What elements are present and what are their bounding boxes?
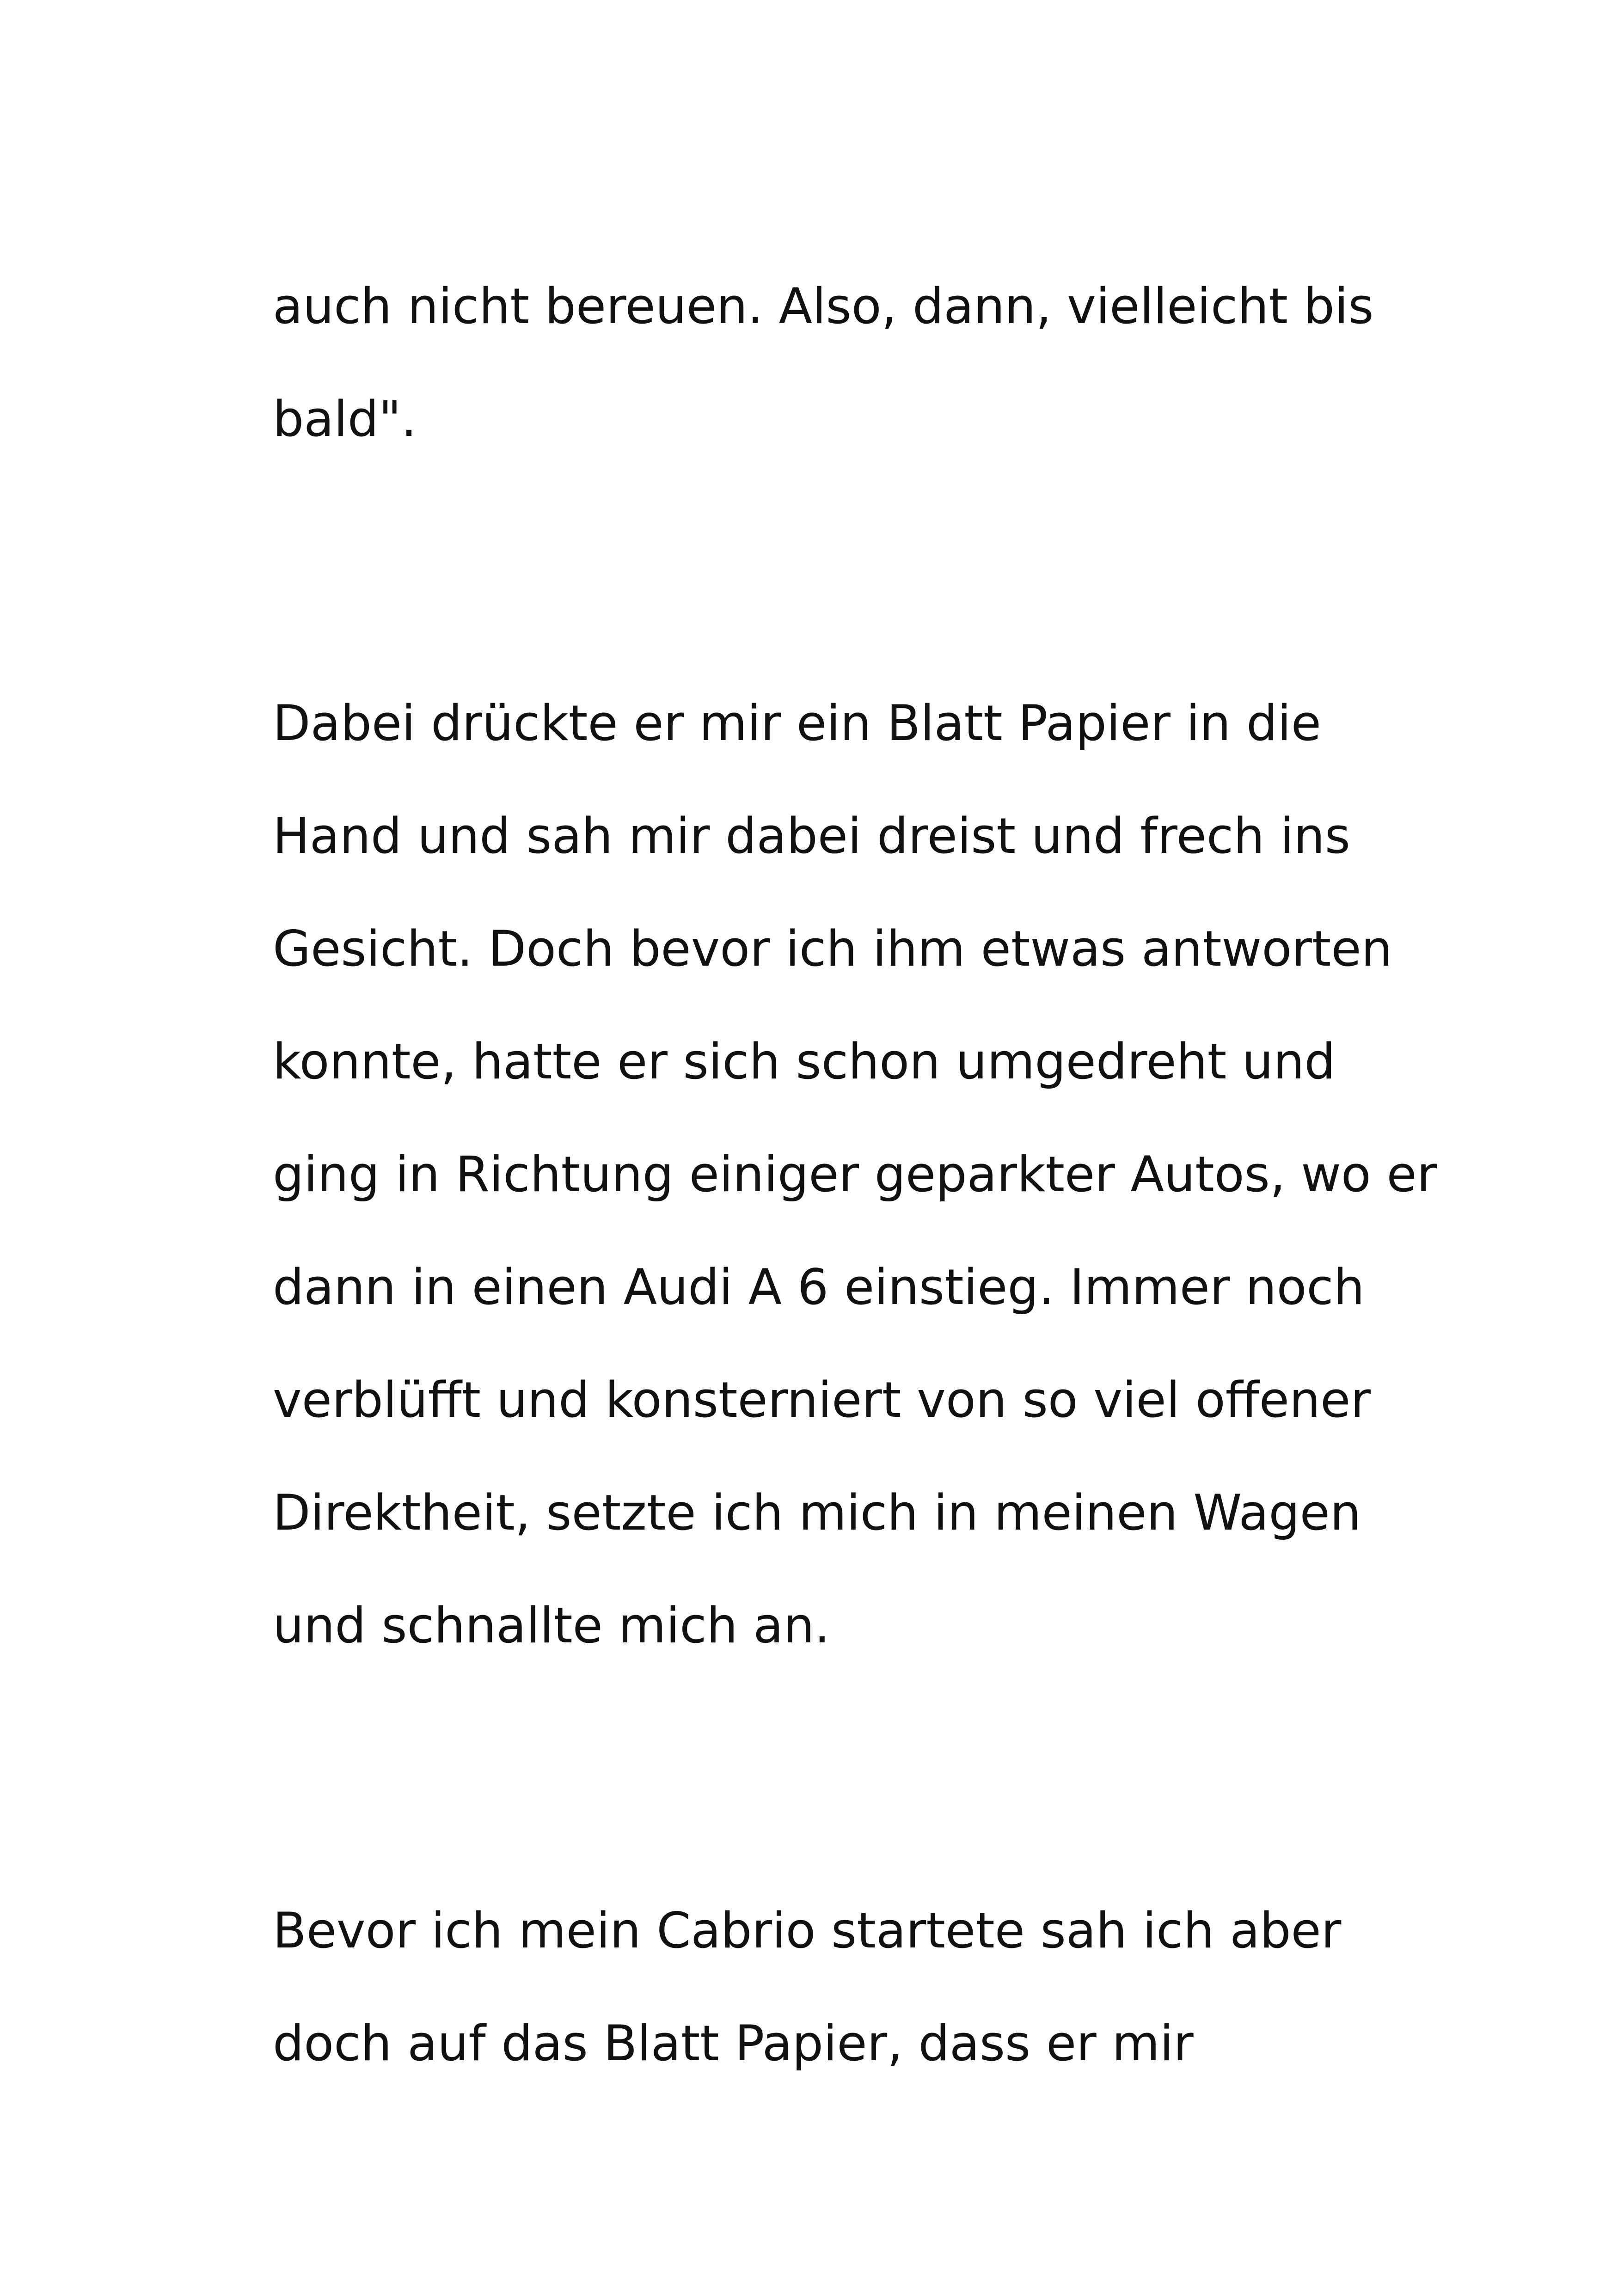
paragraph-2-line-6: dann in einen Audi A 6 einstieg. Immer noch xyxy=(273,1259,1365,1316)
paragraph-3-line-2: doch auf das Blatt Papier, dass er mir xyxy=(273,2015,1194,2072)
paragraph-2-line-4: konnte, hatte er sich schon umgedreht und xyxy=(273,1033,1336,1090)
paragraph-1-line-1: auch nicht bereuen. Also, dann, vielleicht bis xyxy=(273,278,1374,335)
paragraph-1-line-2: bald". xyxy=(273,391,417,447)
paragraph-2-line-7: verblüfft und konsterniert von so viel offener xyxy=(273,1371,1371,1428)
paragraph-3-line-1: Bevor ich mein Cabrio startete sah ich aber xyxy=(273,1902,1342,1959)
paragraph-2-line-2: Hand und sah mir dabei dreist und frech ins xyxy=(273,808,1350,864)
paragraph-2-line-3: Gesicht. Doch bevor ich ihm etwas antworten xyxy=(273,920,1392,977)
paragraph-2-line-1: Dabei drückte er mir ein Blatt Papier in die xyxy=(273,695,1321,752)
paragraph-2-line-5: ging in Richtung einiger geparkter Autos, wo er xyxy=(273,1146,1437,1203)
paragraph-2-line-8: Direktheit, setzte ich mich in meinen Wagen xyxy=(273,1484,1361,1541)
paragraph-2-line-9: und schnallte mich an. xyxy=(273,1597,830,1654)
